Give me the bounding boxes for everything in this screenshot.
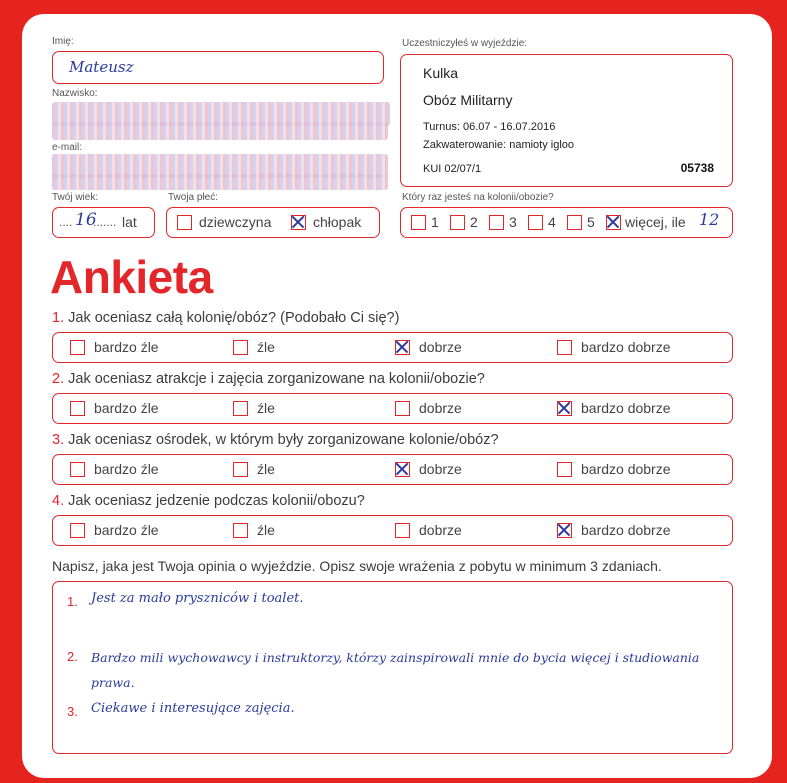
times-field [400, 207, 733, 238]
question-4-option-2-label: źle [257, 522, 275, 538]
question-1-text [52, 310, 399, 326]
answer-3-number: 3. [67, 704, 78, 719]
question-1-number: 1. [52, 310, 65, 326]
question-2-checkbox-1[interactable] [70, 401, 85, 416]
question-1-options [52, 332, 733, 363]
turnus-label: Turnus: [423, 121, 460, 133]
question-4-checkbox-1[interactable] [70, 523, 85, 538]
times-label-4: 4 [548, 214, 556, 230]
times-label-2: 2 [470, 214, 478, 230]
times-label-5: 5 [587, 214, 595, 230]
question-4-checkbox-2[interactable] [233, 523, 248, 538]
answer-1-text: Jest za mało pryszniców i toalet. [91, 591, 304, 606]
age-unit: lat [122, 214, 137, 230]
name-label: Imię: [52, 36, 74, 47]
participated-label: Uczestniczyłeś w wyjeździe: [402, 38, 528, 49]
question-1-option-4-label: bardzo dobrze [581, 339, 671, 355]
turnus-value: 06.07 - 16.07.2016 [462, 121, 556, 133]
question-1-checkbox-2[interactable] [233, 340, 248, 355]
age-value: 16 [75, 210, 97, 230]
camp-name: Kulka [423, 65, 459, 81]
surname-redacted-2 [52, 122, 388, 140]
age-dots-after: ....... [93, 215, 117, 229]
question-2-option-2-label: źle [257, 400, 275, 416]
accommodation-label: Zakwaterowanie: [423, 139, 507, 151]
question-4-option-1-label: bardzo źle [94, 522, 159, 538]
camp-type: Obóz Militarny [423, 92, 513, 108]
accommodation-row [423, 139, 574, 151]
name-value: Mateusz [69, 58, 134, 76]
question-1-option-1-label: bardzo źle [94, 339, 159, 355]
age-field[interactable] [52, 207, 155, 238]
gender-label: Twoja płeć: [168, 192, 219, 203]
answer-1-number: 1. [67, 594, 78, 609]
answer-2-number: 2. [67, 649, 78, 664]
turnus-row [423, 121, 555, 133]
gender-label-boy: chłopak [313, 214, 362, 230]
times-more-value: 12 [699, 210, 720, 229]
times-checkbox-3[interactable] [489, 215, 504, 230]
question-3-options [52, 454, 733, 485]
age-dots-before: .... [59, 215, 73, 229]
question-3-checkbox-1[interactable] [70, 462, 85, 477]
question-4-options [52, 515, 733, 546]
question-2-number: 2. [52, 371, 65, 387]
question-2-text [52, 371, 485, 387]
question-3-number: 3. [52, 432, 65, 448]
opinion-box[interactable] [52, 581, 733, 754]
accommodation-value: namioty igloo [509, 139, 575, 151]
question-3-option-2-label: źle [257, 461, 275, 477]
question-3-option-3-label: dobrze [419, 461, 462, 477]
question-3-checkbox-3[interactable] [395, 462, 410, 477]
question-3-checkbox-2[interactable] [233, 462, 248, 477]
gender-label-girl: dziewczyna [199, 214, 272, 230]
age-label: Twój wiek: [52, 192, 99, 203]
answer-3-text: Ciekawe i interesujące zajęcia. [91, 701, 295, 716]
times-checkbox-more[interactable] [606, 215, 621, 230]
question-4-checkbox-4[interactable] [557, 523, 572, 538]
question-1-checkbox-3[interactable] [395, 340, 410, 355]
question-1-checkbox-1[interactable] [70, 340, 85, 355]
answer-2-text: Bardzo mili wychowawcy i instruktorzy, którzy zainspirowali mnie do bycia więcej i studiowania prawa. [91, 650, 700, 690]
question-3-option-4-label: bardzo dobrze [581, 461, 671, 477]
question-2-checkbox-3[interactable] [395, 401, 410, 416]
opinion-prompt: Napisz, jaka jest Twoja opinia o wyjeździe. Opisz swoje wrażenia z pobytu w minimum 3 zdaniach. [52, 558, 662, 574]
question-1-option-2-label: źle [257, 339, 275, 355]
question-2-options [52, 393, 733, 424]
question-1-checkbox-4[interactable] [557, 340, 572, 355]
question-2-option-1-label: bardzo źle [94, 400, 159, 416]
email-redacted-2 [52, 174, 388, 190]
times-label-1: 1 [431, 214, 439, 230]
times-label: Który raz jesteś na kolonii/obozie? [402, 192, 554, 203]
question-1-label: Jak oceniasz całą kolonię/obóz? (Podobało Ci się?) [68, 310, 400, 326]
gender-checkbox-girl[interactable] [177, 215, 192, 230]
question-2-option-3-label: dobrze [419, 400, 462, 416]
question-4-option-4-label: bardzo dobrze [581, 522, 671, 538]
survey-title: Ankieta [50, 251, 213, 303]
email-label: e-mail: [52, 142, 83, 153]
question-3-label: Jak oceniasz ośrodek, w którym były zorganizowane kolonie/obóz? [68, 432, 499, 448]
question-4-text [52, 493, 365, 509]
times-label-more: więcej, ile [625, 214, 686, 230]
times-checkbox-1[interactable] [411, 215, 426, 230]
question-4-checkbox-3[interactable] [395, 523, 410, 538]
surname-label: Nazwisko: [52, 88, 98, 99]
name-field[interactable] [52, 51, 384, 84]
question-2-option-4-label: bardzo dobrze [581, 400, 671, 416]
question-4-number: 4. [52, 493, 65, 509]
times-checkbox-4[interactable] [528, 215, 543, 230]
question-2-checkbox-2[interactable] [233, 401, 248, 416]
camp-code: KUI 02/07/1 [423, 163, 482, 175]
question-1-option-3-label: dobrze [419, 339, 462, 355]
gender-checkbox-boy[interactable] [291, 215, 306, 230]
question-3-text [52, 432, 499, 448]
camp-number: 05738 [680, 161, 714, 175]
question-3-checkbox-4[interactable] [557, 462, 572, 477]
camp-info-box [400, 54, 733, 187]
question-2-checkbox-4[interactable] [557, 401, 572, 416]
question-4-option-3-label: dobrze [419, 522, 462, 538]
survey-sheet [22, 14, 772, 778]
question-4-label: Jak oceniasz jedzenie podczas kolonii/obozu? [68, 493, 365, 509]
gender-field [166, 207, 380, 238]
times-checkbox-2[interactable] [450, 215, 465, 230]
question-2-label: Jak oceniasz atrakcje i zajęcia zorganizowane na kolonii/obozie? [68, 371, 485, 387]
question-3-option-1-label: bardzo źle [94, 461, 159, 477]
times-checkbox-5[interactable] [567, 215, 582, 230]
times-label-3: 3 [509, 214, 517, 230]
